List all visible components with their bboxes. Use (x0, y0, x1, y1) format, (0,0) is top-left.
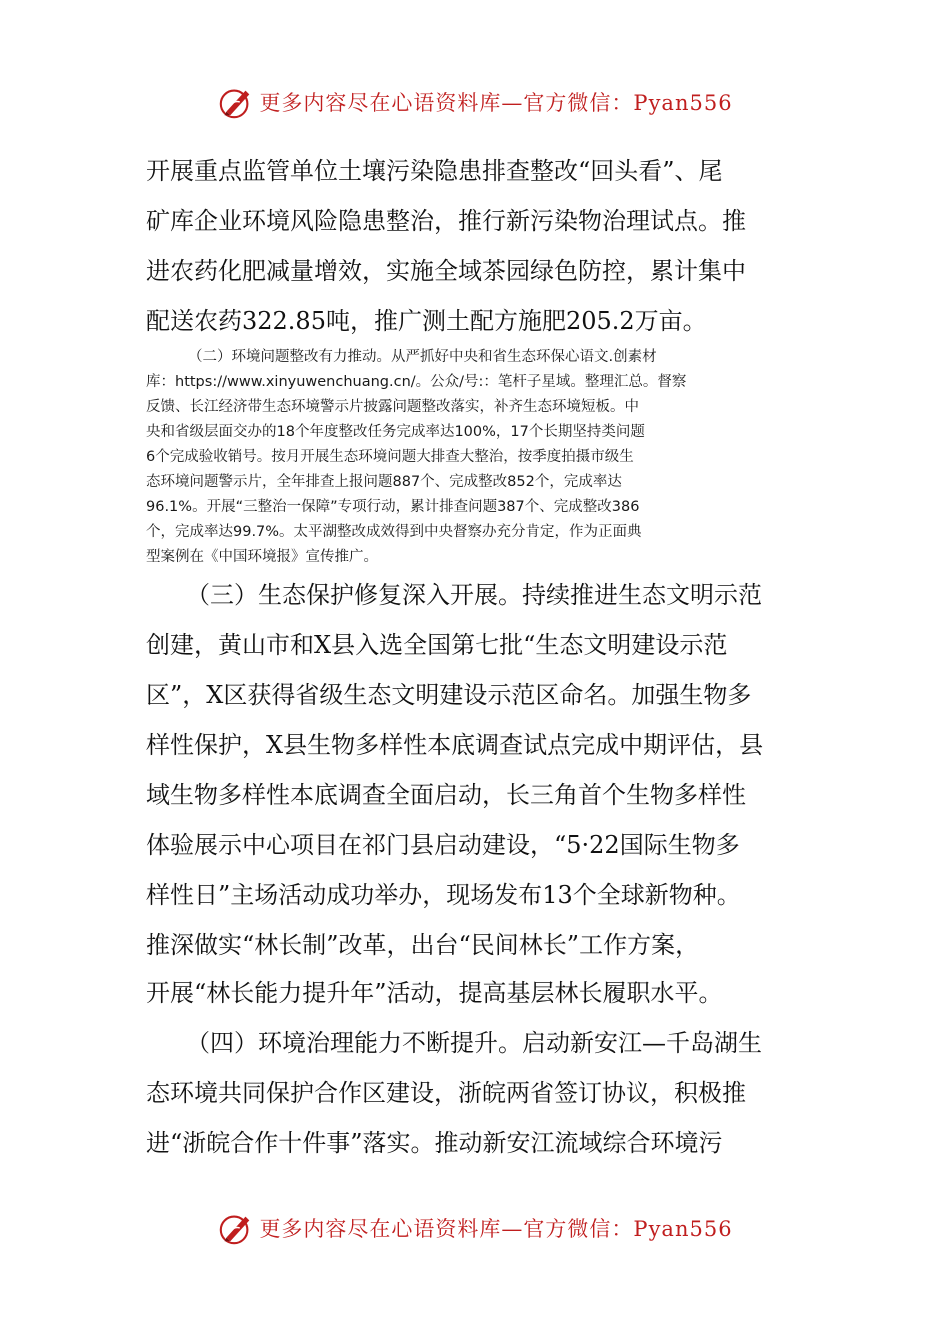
paragraph-4-line: 进“浙皖合作十件事”落实。推动新安江流域综合环境污 (146, 1129, 723, 1157)
paragraph-2-line: 态环境问题警示片，全年排查上报问题887个、完成整改852个，完成率达 (146, 474, 622, 490)
paragraph-4-line: 态环境共同保护合作区建设，浙皖两省签订协议，积极推 (146, 1079, 746, 1107)
paragraph-2-line: 反馈、长江经济带生态环境警示片披露问题整改落实，补齐生态环境短板。中 (146, 399, 639, 415)
footer-banner (0, 1208, 950, 1248)
paragraph-3-line: 体验展示中心项目在祁门县启动建设，“5·22国际生物多 (146, 831, 740, 859)
paragraph-2-line: （二）环境问题整改有力推动。从严抓好中央和省生态环保心语文.创素材 (188, 349, 657, 365)
paragraph-3-line: （三）生态保护修复深入开展。持续推进生态文明示范 (186, 581, 762, 609)
paragraph-3-line: 域生物多样性本底调查全面启动，长三角首个生物多样性 (146, 781, 746, 809)
paragraph-1-line: 开展重点监管单位土壤污染隐患排查整改“回头看”、尾 (146, 157, 723, 185)
paragraph-3-line: 区”，X区获得省级生态文明建设示范区命名。加强生物多 (146, 681, 752, 709)
paragraph-2-line: 个，完成率达99.7%。太平湖整改成效得到中央督察办充分肯定，作为正面典 (146, 524, 642, 540)
paragraph-1-line: 矿库企业环境风险隐患整治，推行新污染物治理试点。推 (146, 207, 746, 235)
paragraph-3-line: 推深做实“林长制”改革，出台“民间林长”工作方案， (146, 931, 700, 959)
paragraph-2-line: 央和省级层面交办的18个年度整改任务完成率达100%，17个长期坚持类问题 (146, 424, 645, 440)
paragraph-4-line: （四）环境治理能力不断提升。启动新安江—千岛湖生 (186, 1029, 762, 1057)
header-banner-text: 更多内容尽在心语资料库—官方微信：Pyan556 (259, 91, 733, 115)
pen-logo-icon (217, 1209, 255, 1247)
pen-logo-icon (217, 83, 255, 121)
paragraph-3-line: 开展“林长能力提升年”活动，提高基层林长履职水平。 (146, 979, 723, 1007)
paragraph-2-line: 库：https://www.xinyuwenchuang.cn/。公众/号:：笔杆子星域。整理汇总。督察 (146, 374, 687, 390)
paragraph-2-line: 型案例在《中国环境报》宣传推广。 (146, 549, 378, 565)
paragraph-2-line: 6个完成验收销号。按月开展生态环境问题大排查大整治，按季度拍摄市级生 (146, 449, 634, 465)
paragraph-1-line: 进农药化肥减量增效，实施全域茶园绿色防控，累计集中 (146, 257, 746, 285)
paragraph-3-line: 创建，黄山市和X县入选全国第七批“生态文明建设示范 (146, 631, 728, 659)
paragraph-1-line: 配送农药322.85吨，推广测土配方施肥205.2万亩。 (146, 307, 707, 335)
header-banner (0, 82, 950, 122)
paragraph-2-line: 96.1%。开展“三整治一保障”专项行动，累计排查问题387个、完成整改386 (146, 499, 640, 515)
footer-banner-text: 更多内容尽在心语资料库—官方微信：Pyan556 (259, 1217, 733, 1241)
paragraph-3-line: 样性保护，X县生物多样性本底调查试点完成中期评估，县 (146, 731, 764, 759)
paragraph-3-line: 样性日”主场活动成功举办，现场发布13个全球新物种。 (146, 881, 741, 909)
